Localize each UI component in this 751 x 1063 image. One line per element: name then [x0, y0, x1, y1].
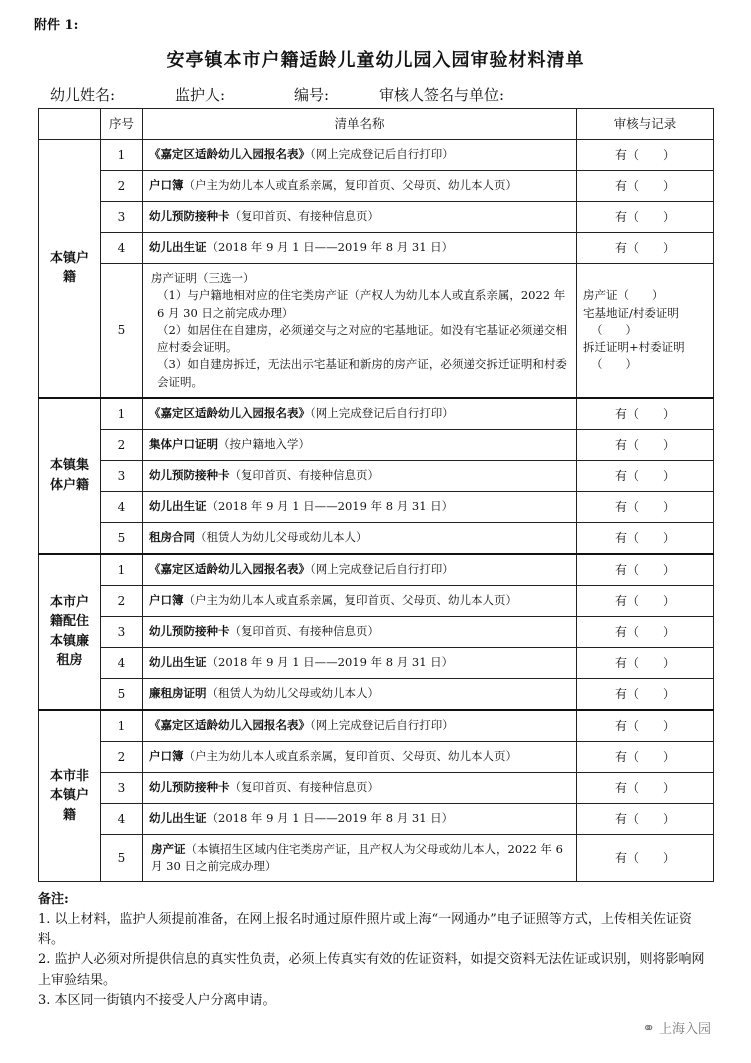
- table-row: [39, 522, 714, 554]
- item-name-cell: [143, 233, 577, 264]
- table-row: [39, 772, 714, 803]
- item-note: （2018 年 9 月 1 日——2019 年 8 月 31 日）: [206, 240, 454, 255]
- header-check: 审核与记录: [577, 109, 714, 140]
- item-name: 幼儿出生证: [149, 240, 207, 255]
- check-cell: 有（ ）: [577, 429, 714, 460]
- item-name-cell: [143, 710, 577, 742]
- item-note: （网上完成登记后自行打印）: [310, 406, 454, 421]
- row-number: 4: [101, 647, 143, 678]
- item-name: 户口簿: [149, 593, 184, 608]
- item-name-cell: [143, 202, 577, 233]
- notes-heading: 备注:: [38, 892, 69, 907]
- table-row: [39, 233, 714, 264]
- item-name: 房产证明（三选一）: [151, 271, 255, 285]
- row-number: 5: [101, 264, 143, 398]
- table-row: [39, 202, 714, 233]
- row-number: 3: [101, 202, 143, 233]
- table-row: [39, 460, 714, 491]
- table-row: [39, 491, 714, 522]
- header-category: [39, 109, 101, 140]
- item-name: 幼儿出生证: [149, 811, 207, 826]
- item-name: 幼儿预防接种卡: [149, 624, 230, 639]
- table-row: [39, 834, 714, 882]
- reviewer-field: 审核人签名与单位:: [379, 86, 505, 104]
- item-name-cell: [143, 522, 577, 554]
- item-name-cell: [143, 772, 577, 803]
- item-name: 廉租房证明: [149, 686, 207, 701]
- check-cell: 有（ ）: [577, 398, 714, 430]
- check-cell: 有（ ）: [577, 554, 714, 586]
- row-number: 3: [101, 772, 143, 803]
- check-cell: [577, 264, 714, 398]
- row-number: 5: [101, 834, 143, 882]
- table-row: [39, 647, 714, 678]
- table-row: [39, 264, 714, 398]
- table-row: [39, 616, 714, 647]
- item-name: 幼儿预防接种卡: [149, 468, 230, 483]
- item-name-cell: [143, 616, 577, 647]
- note-item-1: 1. 以上材料，监护人须提前准备，在网上报名时通过原件照片或上海“一网通办”电子证照等方式，上传相关佐证资料。: [38, 912, 692, 948]
- guardian-field: 监护人:: [175, 86, 226, 104]
- item-name-cell: [143, 398, 577, 430]
- check-cell: 有（ ）: [577, 741, 714, 772]
- table-row: [39, 554, 714, 586]
- item-note: （网上完成登记后自行打印）: [310, 562, 454, 577]
- item-option: （3）如自建房拆迁，无法出示宅基证和新房的房产证，必须递交拆迁证明和村委会证明。: [157, 357, 567, 389]
- item-note: （按户籍地入学）: [218, 437, 310, 452]
- check-cell: 有（ ）: [577, 171, 714, 202]
- table-row: [39, 171, 714, 202]
- item-name-cell: [143, 140, 577, 171]
- category-cell: 本市非本镇户籍: [39, 710, 101, 882]
- item-note: （本镇招生区域内住宅类房产证，且产权人为父母或幼儿本人，2022 年 6 月 30 日之前完成办理）: [151, 841, 563, 873]
- item-name: 集体户口证明: [149, 437, 218, 452]
- table-row: [39, 429, 714, 460]
- table-row: [39, 710, 714, 742]
- table-row: [39, 803, 714, 834]
- row-number: 2: [101, 741, 143, 772]
- row-number: 1: [101, 554, 143, 586]
- row-number: 5: [101, 678, 143, 710]
- category-cell: 本市户籍配住本镇廉租房: [39, 554, 101, 710]
- row-number: 1: [101, 398, 143, 430]
- table-row: [39, 140, 714, 171]
- check-option: 拆迁证明+村委证明: [583, 340, 685, 354]
- item-note: （户主为幼儿本人或直系亲属，复印首页、父母页、幼儿本人页）: [183, 178, 517, 193]
- note-item-2: 2. 监护人必须对所提供信息的真实性负责，必须上传真实有效的佐证资料，如提交资料无法佐证或识别，则将影响网上审验结果。: [38, 952, 705, 988]
- check-cell: 有（ ）: [577, 772, 714, 803]
- check-cell: 有（ ）: [577, 460, 714, 491]
- item-name: 户口簿: [149, 178, 184, 193]
- check-cell: 有（ ）: [577, 616, 714, 647]
- row-number: 4: [101, 491, 143, 522]
- category-cell: 本镇户籍: [39, 140, 101, 398]
- notes-section: [38, 890, 713, 1011]
- row-number: 2: [101, 429, 143, 460]
- wechat-icon: ⚭: [642, 1019, 655, 1037]
- item-note: （2018 年 9 月 1 日——2019 年 8 月 31 日）: [206, 499, 454, 514]
- item-name: 幼儿预防接种卡: [149, 209, 230, 224]
- header-name: 清单名称: [143, 109, 577, 140]
- note-item-3: 3. 本区同一街镇内不接受人户分离申请。: [38, 992, 276, 1008]
- number-field: 编号:: [294, 86, 330, 104]
- item-name-cell: [143, 171, 577, 202]
- item-note: （2018 年 9 月 1 日——2019 年 8 月 31 日）: [206, 811, 454, 826]
- item-name-cell: [143, 741, 577, 772]
- item-name-cell: [143, 554, 577, 586]
- materials-table: [38, 108, 714, 882]
- check-cell: 有（ ）: [577, 585, 714, 616]
- row-number: 2: [101, 585, 143, 616]
- item-name-cell: [143, 678, 577, 710]
- check-cell: 有（ ）: [577, 803, 714, 834]
- check-option: （ ）: [591, 322, 637, 337]
- category-cell: 本镇集体户籍: [39, 398, 101, 554]
- watermark: [642, 1018, 711, 1037]
- item-option: （1）与户籍地相对应的住宅类房产证（产权人为幼儿本人或直系亲属，2022 年 6 月 30 日之前完成办理）: [157, 288, 566, 320]
- item-name: 租房合同: [149, 530, 195, 545]
- item-note: （租赁人为幼儿父母或幼儿本人）: [206, 686, 379, 701]
- item-note: （户主为幼儿本人或直系亲属，复印首页、父母页、幼儿本人页）: [183, 593, 517, 608]
- row-number: 4: [101, 233, 143, 264]
- item-name: 《嘉定区适龄幼儿入园报名表》: [149, 562, 310, 577]
- item-name: 房产证: [151, 841, 186, 856]
- item-name-cell: [143, 585, 577, 616]
- table-row: [39, 585, 714, 616]
- check-cell: 有（ ）: [577, 834, 714, 882]
- item-name: 幼儿预防接种卡: [149, 780, 230, 795]
- item-note: （网上完成登记后自行打印）: [310, 718, 454, 733]
- item-note: （复印首页、有接种信息页）: [229, 209, 379, 224]
- row-number: 1: [101, 710, 143, 742]
- check-option: 宅基地证/村委证明: [583, 305, 679, 320]
- check-cell: 有（ ）: [577, 647, 714, 678]
- item-name: 《嘉定区适龄幼儿入园报名表》: [149, 406, 310, 421]
- check-option: （ ）: [591, 357, 637, 372]
- header-no: 序号: [101, 109, 143, 140]
- check-cell: 有（ ）: [577, 140, 714, 171]
- check-cell: 有（ ）: [577, 522, 714, 554]
- item-name-cell: [143, 647, 577, 678]
- item-name: 户口簿: [149, 749, 184, 764]
- item-name: 幼儿出生证: [149, 655, 207, 670]
- row-number: 5: [101, 522, 143, 554]
- item-name-cell: [143, 803, 577, 834]
- row-number: 4: [101, 803, 143, 834]
- watermark-text: 上海入园: [658, 1022, 711, 1037]
- item-note: （户主为幼儿本人或直系亲属，复印首页、父母页、幼儿本人页）: [183, 749, 517, 764]
- child-name-field: 幼儿姓名:: [50, 86, 116, 104]
- item-note: （复印首页、有接种信息页）: [229, 624, 379, 639]
- table-row: [39, 741, 714, 772]
- row-number: 1: [101, 140, 143, 171]
- item-option: （2）如居住在自建房，必须递交与之对应的宅基地证。如没有宅基证必须递交相应村委会证明。: [157, 322, 567, 354]
- item-note: （复印首页、有接种信息页）: [229, 468, 379, 483]
- item-name-cell: [143, 834, 577, 882]
- item-name-cell: [143, 491, 577, 522]
- check-cell: 有（ ）: [577, 491, 714, 522]
- item-name-cell: [143, 460, 577, 491]
- item-name-cell: [143, 264, 577, 398]
- item-note: （2018 年 9 月 1 日——2019 年 8 月 31 日）: [206, 655, 454, 670]
- table-row: [39, 398, 714, 430]
- item-name: 《嘉定区适龄幼儿入园报名表》: [149, 147, 310, 162]
- item-name: 《嘉定区适龄幼儿入园报名表》: [149, 718, 310, 733]
- row-number: 3: [101, 460, 143, 491]
- row-number: 3: [101, 616, 143, 647]
- item-note: （复印首页、有接种信息页）: [229, 780, 379, 795]
- check-cell: 有（ ）: [577, 678, 714, 710]
- item-name-cell: [143, 429, 577, 460]
- item-name: 幼儿出生证: [149, 499, 207, 514]
- check-option: 房产证（ ）: [583, 288, 664, 303]
- item-note: （租赁人为幼儿父母或幼儿本人）: [195, 530, 368, 545]
- row-number: 2: [101, 171, 143, 202]
- table-row: [39, 678, 714, 710]
- attachment-label: 附件 1:: [34, 18, 79, 33]
- table-header-row: [39, 109, 714, 140]
- check-cell: 有（ ）: [577, 233, 714, 264]
- check-cell: 有（ ）: [577, 710, 714, 742]
- check-cell: 有（ ）: [577, 202, 714, 233]
- item-note: （网上完成登记后自行打印）: [310, 147, 454, 162]
- page-title: 安亭镇本市户籍适龄儿童幼儿园入园审验材料清单: [166, 50, 585, 71]
